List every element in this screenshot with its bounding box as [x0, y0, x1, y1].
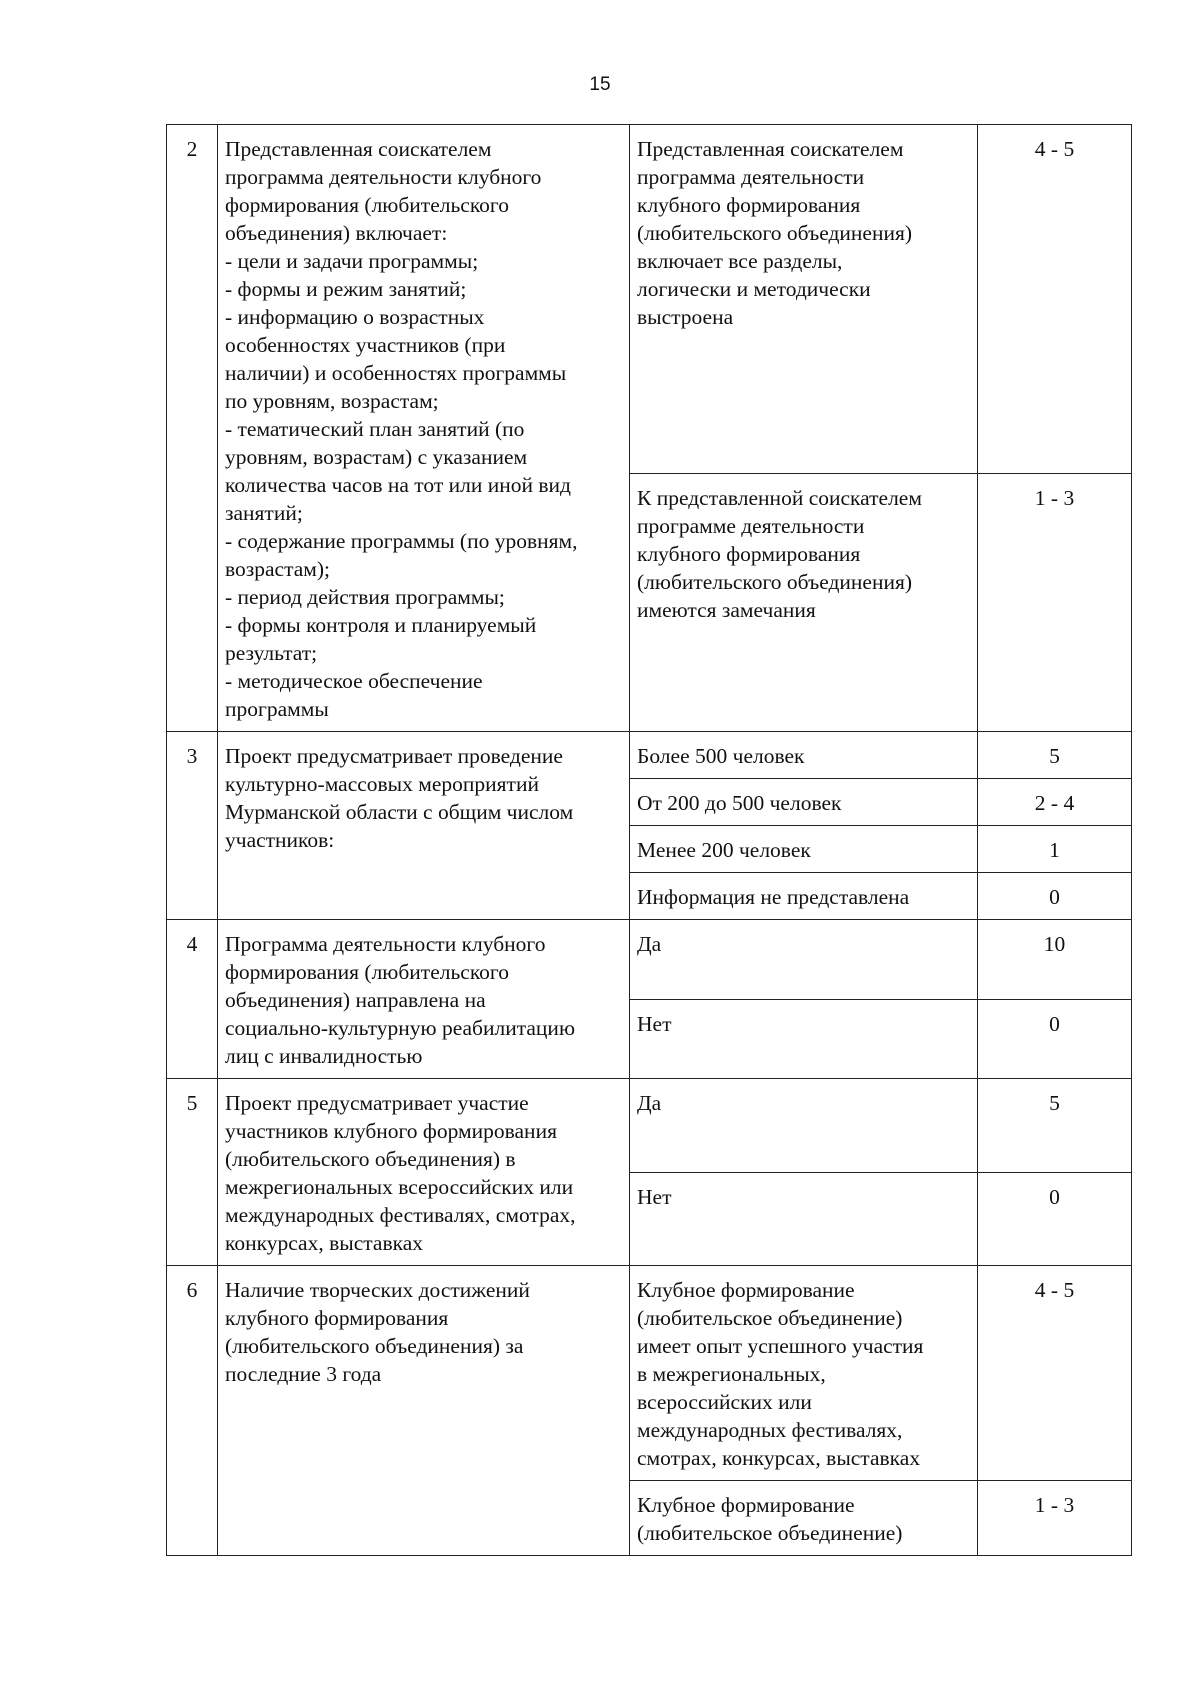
criterion-line: Проект предусматривает проведение [225, 744, 563, 768]
score-cell: 10 [978, 920, 1132, 1000]
option-description-line: международных фестивалях, [637, 1418, 903, 1442]
criteria-table-body [167, 125, 1132, 1556]
criterion-line: - формы и режим занятий; [225, 277, 467, 301]
option-description [630, 125, 978, 474]
option-description-line: смотрах, конкурсах, выставках [637, 1446, 921, 1470]
criterion-line: конкурсах, выставках [225, 1231, 424, 1255]
criterion-line: наличии) и особенностях программы [225, 361, 567, 385]
option-description [630, 779, 978, 826]
option-description-line: К представленной соискателем [637, 485, 922, 510]
criterion-line: уровням, возрастам) с указанием [225, 445, 528, 469]
score-cell: 2 - 4 [978, 779, 1132, 826]
criterion-number: 6 [167, 1266, 218, 1556]
criterion-line: - методическое обеспечение [225, 669, 483, 693]
criterion-line: программы [225, 697, 329, 721]
option-description-line: имеются замечания [637, 597, 816, 622]
criterion-line: объединения) направлена на [225, 988, 486, 1012]
score-cell: 1 - 3 [978, 1481, 1132, 1556]
criterion-line: Наличие творческих достижений [225, 1278, 530, 1302]
score-cell: 0 [978, 999, 1132, 1079]
option-description-line: всероссийских или [637, 1390, 812, 1414]
criterion-number: 5 [167, 1079, 218, 1266]
criterion-text [218, 732, 630, 920]
criterion-line: формирования (любительского [225, 193, 509, 217]
criterion-text [218, 1079, 630, 1266]
criterion-line: лиц с инвалидностью [225, 1044, 423, 1068]
criterion-line: Программа деятельности клубного [225, 932, 546, 956]
criterion-line: особенностях участников (при [225, 333, 506, 357]
option-description-line: программе деятельности [637, 513, 865, 538]
criterion-line: международных фестивалях, смотрах, [225, 1203, 576, 1227]
criterion-line: программа деятельности клубного [225, 165, 542, 189]
option-description-line: Клубное формирование [637, 1278, 855, 1302]
option-description-line: (любительского объединения) [637, 569, 913, 594]
option-description-line: (любительское объединение) [637, 1306, 903, 1330]
table-row [167, 920, 1132, 1000]
criterion-number: 4 [167, 920, 218, 1079]
option-description-line: Нет [637, 1011, 672, 1036]
option-description [630, 999, 978, 1079]
table-row [167, 732, 1132, 779]
option-description-line: клубного формирования [637, 541, 861, 566]
criterion-line: культурно-массовых мероприятий [225, 772, 539, 796]
criterion-line: социально-культурную реабилитацию [225, 1016, 576, 1040]
criterion-line: межрегиональных всероссийских или [225, 1175, 574, 1199]
criterion-text [218, 125, 630, 732]
option-description-line: Клубное формирование [637, 1493, 855, 1517]
option-description-line: программа деятельности [637, 165, 865, 189]
criterion-line: (любительского объединения) в [225, 1147, 516, 1171]
criterion-line: участников клубного формирования [225, 1119, 557, 1143]
criterion-line: - цели и задачи программы; [225, 249, 479, 273]
option-description-line: в межрегиональных, [637, 1362, 826, 1386]
table-row [167, 125, 1132, 474]
score-cell: 0 [978, 873, 1132, 920]
score-cell: 1 [978, 826, 1132, 873]
criterion-text [218, 1266, 630, 1556]
score-cell: 5 [978, 1079, 1132, 1173]
option-description-line: клубного формирования [637, 193, 861, 217]
criterion-line: количества часов на тот или иной вид [225, 473, 571, 497]
option-description [630, 920, 978, 1000]
score-cell: 1 - 3 [978, 473, 1132, 731]
criterion-line: Мурманской области с общим числом [225, 800, 574, 824]
option-description [630, 1079, 978, 1173]
criterion-number: 3 [167, 732, 218, 920]
option-description-line: Информация не представлена [637, 885, 910, 909]
option-description-line: Да [637, 1091, 662, 1115]
criterion-line: занятий; [225, 501, 303, 525]
option-description [630, 826, 978, 873]
table-row [167, 1079, 1132, 1173]
page-number: 15 [589, 74, 611, 95]
option-description-line: (любительского объединения) [637, 221, 913, 245]
option-description [630, 732, 978, 779]
criteria-table [166, 124, 1132, 1556]
criterion-line: по уровням, возрастам; [225, 389, 439, 413]
option-description-line: Представленная соискателем [637, 137, 904, 161]
option-description-line: (любительское объединение) [637, 1521, 903, 1545]
option-description [630, 473, 978, 731]
option-description-line: От 200 до 500 человек [637, 791, 842, 815]
criterion-text [218, 920, 630, 1079]
option-description-line: Более 500 человек [637, 744, 805, 768]
criterion-line: Проект предусматривает участие [225, 1091, 529, 1115]
criterion-line: - период действия программы; [225, 585, 505, 609]
criterion-line: - тематический план занятий (по [225, 417, 525, 441]
option-description-line: имеет опыт успешного участия [637, 1334, 924, 1358]
option-description-line: Менее 200 человек [637, 838, 811, 862]
option-description-line: логически и методически [637, 277, 871, 301]
criterion-line: - информацию о возрастных [225, 305, 485, 329]
option-description-line: включает все разделы, [637, 249, 843, 273]
score-cell: 0 [978, 1172, 1132, 1266]
option-description-line: Нет [637, 1184, 672, 1209]
table-row [167, 1266, 1132, 1481]
option-description [630, 873, 978, 920]
criterion-line: клубного формирования [225, 1306, 449, 1330]
score-cell: 5 [978, 732, 1132, 779]
option-description-line: выстроена [637, 305, 734, 329]
score-cell: 4 - 5 [978, 1266, 1132, 1481]
option-description-line: Да [637, 932, 662, 956]
criterion-number: 2 [167, 125, 218, 732]
criterion-line: (любительского объединения) за [225, 1334, 524, 1358]
criterion-line: - формы контроля и планируемый [225, 613, 537, 637]
criterion-line: - содержание программы (по уровням, [225, 529, 578, 553]
option-description [630, 1481, 978, 1556]
criterion-line: участников: [225, 828, 335, 852]
criterion-line: возрастам); [225, 557, 331, 581]
criterion-line: объединения) включает: [225, 221, 448, 245]
option-description [630, 1172, 978, 1266]
criterion-line: Представленная соискателем [225, 137, 492, 161]
criterion-line: последние 3 года [225, 1362, 382, 1386]
option-description [630, 1266, 978, 1481]
score-cell: 4 - 5 [978, 125, 1132, 474]
criterion-line: формирования (любительского [225, 960, 509, 984]
criterion-line: результат; [225, 641, 318, 665]
